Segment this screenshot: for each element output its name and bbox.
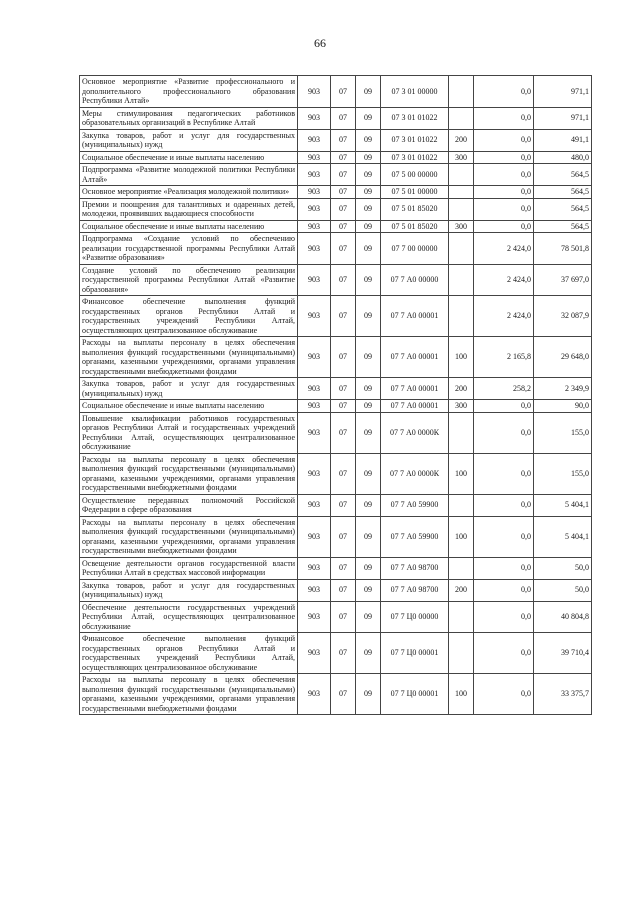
row-section: 07 (331, 233, 356, 265)
row-amount-1: 0,0 (474, 107, 534, 129)
row-target-article: 07 7 А0 00001 (381, 337, 449, 378)
row-name: Основное мероприятие «Развитие профессионального и дополнительного профессионального образования Республики Алтай» (80, 76, 298, 108)
row-amount-1: 258,2 (474, 378, 534, 400)
row-expense-type: 200 (449, 129, 474, 151)
row-target-article: 07 3 01 01022 (381, 151, 449, 164)
row-expense-type: 200 (449, 378, 474, 400)
table-row (80, 296, 592, 337)
row-amount-2: 564,5 (534, 198, 592, 220)
row-amount-2: 491,1 (534, 129, 592, 151)
row-amount-1: 0,0 (474, 164, 534, 186)
row-expense-type (449, 296, 474, 337)
row-expense-type: 300 (449, 151, 474, 164)
row-grbs: 903 (298, 400, 331, 413)
row-amount-2: 37 697,0 (534, 264, 592, 296)
row-target-article: 07 7 А0 0000К (381, 412, 449, 453)
row-section: 07 (331, 453, 356, 494)
row-amount-1: 0,0 (474, 220, 534, 233)
row-name: Подпрограмма «Развитие молодежной политики Республики Алтай» (80, 164, 298, 186)
row-expense-type (449, 198, 474, 220)
row-grbs: 903 (298, 579, 331, 601)
row-target-article: 07 7 А0 00001 (381, 400, 449, 413)
row-section: 07 (331, 129, 356, 151)
row-amount-1: 0,0 (474, 412, 534, 453)
row-subsection: 09 (356, 296, 381, 337)
row-section: 07 (331, 674, 356, 715)
row-expense-type (449, 76, 474, 108)
row-target-article: 07 7 Ц0 00001 (381, 633, 449, 674)
table-row (80, 494, 592, 516)
row-amount-1: 2 424,0 (474, 296, 534, 337)
row-subsection: 09 (356, 516, 381, 557)
row-expense-type (449, 107, 474, 129)
table-row (80, 516, 592, 557)
row-amount-1: 0,0 (474, 601, 534, 633)
table-row (80, 220, 592, 233)
row-subsection: 09 (356, 264, 381, 296)
row-amount-2: 5 404,1 (534, 494, 592, 516)
row-grbs: 903 (298, 601, 331, 633)
row-name: Социальное обеспечение и иные выплаты населению (80, 220, 298, 233)
row-name: Обеспечение деятельности государственных учреждений Республики Алтай, осуществляющих централизованное обслуживание (80, 601, 298, 633)
table-row (80, 337, 592, 378)
row-expense-type: 100 (449, 337, 474, 378)
row-amount-2: 564,5 (534, 220, 592, 233)
row-amount-1: 0,0 (474, 674, 534, 715)
row-subsection: 09 (356, 494, 381, 516)
row-section: 07 (331, 601, 356, 633)
row-amount-2: 5 404,1 (534, 516, 592, 557)
row-target-article: 07 3 01 01022 (381, 107, 449, 129)
row-grbs: 903 (298, 233, 331, 265)
row-name: Освещение деятельности органов государственной власти Республики Алтай в средствах массовой информации (80, 557, 298, 579)
row-section: 07 (331, 400, 356, 413)
row-expense-type (449, 164, 474, 186)
row-amount-2: 50,0 (534, 579, 592, 601)
row-target-article: 07 3 01 00000 (381, 76, 449, 108)
row-grbs: 903 (298, 151, 331, 164)
row-expense-type (449, 233, 474, 265)
row-expense-type (449, 633, 474, 674)
row-expense-type: 100 (449, 453, 474, 494)
row-amount-1: 0,0 (474, 76, 534, 108)
row-section: 07 (331, 107, 356, 129)
row-grbs: 903 (298, 107, 331, 129)
row-target-article: 07 7 А0 98700 (381, 557, 449, 579)
row-subsection: 09 (356, 129, 381, 151)
table-row (80, 400, 592, 413)
row-amount-1: 0,0 (474, 151, 534, 164)
row-amount-2: 155,0 (534, 453, 592, 494)
row-subsection: 09 (356, 453, 381, 494)
row-name: Меры стимулирования педагогических работников образовательных организаций в Республике Алтай (80, 107, 298, 129)
row-amount-2: 155,0 (534, 412, 592, 453)
row-subsection: 09 (356, 557, 381, 579)
row-amount-2: 29 648,0 (534, 337, 592, 378)
row-expense-type (449, 186, 474, 199)
table-row (80, 378, 592, 400)
row-section: 07 (331, 516, 356, 557)
row-grbs: 903 (298, 557, 331, 579)
table-row (80, 151, 592, 164)
row-name: Закупка товаров, работ и услуг для государственных (муниципальных) нужд (80, 579, 298, 601)
row-amount-1: 0,0 (474, 400, 534, 413)
row-name: Финансовое обеспечение выполнения функций государственных органов Республики Алтай и государственных учреждений Республики Алтай, осуществляющих централизованное обслуживание (80, 633, 298, 674)
row-target-article: 07 7 Ц0 00000 (381, 601, 449, 633)
row-amount-2: 39 710,4 (534, 633, 592, 674)
row-amount-1: 0,0 (474, 453, 534, 494)
table-body (80, 76, 592, 715)
row-name: Основное мероприятие «Реализация молодежной политики» (80, 186, 298, 199)
row-section: 07 (331, 164, 356, 186)
row-subsection: 09 (356, 220, 381, 233)
row-grbs: 903 (298, 337, 331, 378)
row-amount-2: 33 375,7 (534, 674, 592, 715)
row-subsection: 09 (356, 107, 381, 129)
row-name: Расходы на выплаты персоналу в целях обеспечения выполнения функций государственными (муниципальными) органами, казенными учреждениями, органами управления государственными внебюджетными фондами (80, 337, 298, 378)
row-section: 07 (331, 412, 356, 453)
row-grbs: 903 (298, 129, 331, 151)
row-name: Расходы на выплаты персоналу в целях обеспечения выполнения функций государственными (муниципальными) органами, казенными учреждениями, органами управления государственными внебюджетными фондами (80, 674, 298, 715)
row-section: 07 (331, 198, 356, 220)
table-row (80, 164, 592, 186)
row-grbs: 903 (298, 76, 331, 108)
table-row (80, 579, 592, 601)
row-amount-2: 971,1 (534, 107, 592, 129)
row-expense-type: 200 (449, 579, 474, 601)
table-row (80, 186, 592, 199)
row-grbs: 903 (298, 264, 331, 296)
row-name: Создание условий по обеспечению реализации государственной программы Республики Алтай «Развитие образования» (80, 264, 298, 296)
row-name: Финансовое обеспечение выполнения функций государственных органов Республики Алтай и государственных учреждений Республики Алтай, осуществляющих централизованное обслуживание (80, 296, 298, 337)
row-grbs: 903 (298, 296, 331, 337)
row-section: 07 (331, 494, 356, 516)
row-subsection: 09 (356, 151, 381, 164)
row-grbs: 903 (298, 220, 331, 233)
row-target-article: 07 7 00 00000 (381, 233, 449, 265)
row-amount-1: 2 424,0 (474, 264, 534, 296)
row-target-article: 07 7 Ц0 00001 (381, 674, 449, 715)
table-row (80, 76, 592, 108)
row-grbs: 903 (298, 412, 331, 453)
row-amount-2: 564,5 (534, 164, 592, 186)
table-row (80, 453, 592, 494)
row-subsection: 09 (356, 164, 381, 186)
row-name: Закупка товаров, работ и услуг для государственных (муниципальных) нужд (80, 378, 298, 400)
table-row (80, 107, 592, 129)
table-row (80, 412, 592, 453)
row-target-article: 07 7 А0 59900 (381, 516, 449, 557)
row-subsection: 09 (356, 579, 381, 601)
table-row (80, 129, 592, 151)
row-amount-1: 0,0 (474, 633, 534, 674)
row-amount-1: 0,0 (474, 516, 534, 557)
row-name: Расходы на выплаты персоналу в целях обеспечения выполнения функций государственными (муниципальными) органами, казенными учреждениями, органами управления государственными внебюджетными фондами (80, 516, 298, 557)
budget-table (79, 75, 592, 715)
row-amount-1: 0,0 (474, 579, 534, 601)
row-target-article: 07 7 А0 59900 (381, 494, 449, 516)
row-amount-2: 564,5 (534, 186, 592, 199)
row-grbs: 903 (298, 674, 331, 715)
table-row (80, 601, 592, 633)
row-section: 07 (331, 579, 356, 601)
row-amount-2: 480,0 (534, 151, 592, 164)
row-subsection: 09 (356, 337, 381, 378)
row-subsection: 09 (356, 378, 381, 400)
row-section: 07 (331, 337, 356, 378)
row-subsection: 09 (356, 186, 381, 199)
row-target-article: 07 7 А0 00001 (381, 296, 449, 337)
row-name: Осуществление переданных полномочий Российской Федерации в сфере образования (80, 494, 298, 516)
row-section: 07 (331, 220, 356, 233)
row-section: 07 (331, 633, 356, 674)
row-subsection: 09 (356, 601, 381, 633)
row-target-article: 07 5 01 85020 (381, 198, 449, 220)
row-target-article: 07 5 01 85020 (381, 220, 449, 233)
row-amount-1: 0,0 (474, 198, 534, 220)
row-name: Премии и поощрения для талантливых и одаренных детей, молодежи, проявивших выдающиеся способности (80, 198, 298, 220)
page-number: 66 (314, 36, 326, 50)
row-subsection: 09 (356, 633, 381, 674)
row-grbs: 903 (298, 516, 331, 557)
row-name: Подпрограмма «Создание условий по обеспечению реализации государственной программы Республики Алтай «Развитие образования» (80, 233, 298, 265)
row-section: 07 (331, 378, 356, 400)
row-amount-1: 0,0 (474, 557, 534, 579)
row-amount-1: 0,0 (474, 494, 534, 516)
row-target-article: 07 5 01 00000 (381, 186, 449, 199)
row-expense-type: 100 (449, 516, 474, 557)
table-row (80, 674, 592, 715)
row-amount-2: 90,0 (534, 400, 592, 413)
row-subsection: 09 (356, 233, 381, 265)
table-row (80, 198, 592, 220)
row-section: 07 (331, 296, 356, 337)
row-target-article: 07 7 А0 98700 (381, 579, 449, 601)
row-grbs: 903 (298, 198, 331, 220)
row-expense-type: 300 (449, 400, 474, 413)
row-amount-1: 0,0 (474, 129, 534, 151)
row-subsection: 09 (356, 198, 381, 220)
row-target-article: 07 3 01 01022 (381, 129, 449, 151)
table-row (80, 633, 592, 674)
row-amount-2: 32 087,9 (534, 296, 592, 337)
row-expense-type (449, 264, 474, 296)
row-amount-2: 50,0 (534, 557, 592, 579)
row-subsection: 09 (356, 76, 381, 108)
row-amount-2: 971,1 (534, 76, 592, 108)
row-section: 07 (331, 76, 356, 108)
row-expense-type: 300 (449, 220, 474, 233)
row-name: Социальное обеспечение и иные выплаты населению (80, 400, 298, 413)
table-row (80, 264, 592, 296)
table-row (80, 233, 592, 265)
row-grbs: 903 (298, 633, 331, 674)
row-section: 07 (331, 186, 356, 199)
row-grbs: 903 (298, 453, 331, 494)
row-target-article: 07 5 00 00000 (381, 164, 449, 186)
row-expense-type: 100 (449, 674, 474, 715)
row-target-article: 07 7 А0 0000К (381, 453, 449, 494)
row-section: 07 (331, 557, 356, 579)
row-amount-2: 2 349,9 (534, 378, 592, 400)
row-amount-2: 40 804,8 (534, 601, 592, 633)
row-amount-1: 2 424,0 (474, 233, 534, 265)
row-amount-2: 78 501,8 (534, 233, 592, 265)
row-name: Расходы на выплаты персоналу в целях обеспечения выполнения функций государственными (муниципальными) органами, казенными учреждениями, органами управления государственными внебюджетными фондами (80, 453, 298, 494)
row-expense-type (449, 601, 474, 633)
row-subsection: 09 (356, 400, 381, 413)
row-name: Повышение квалификации работников государственных органов Республики Алтай и государственных учреждений Республики Алтай, осуществляющих централизованное обслуживание (80, 412, 298, 453)
row-grbs: 903 (298, 378, 331, 400)
row-amount-1: 0,0 (474, 186, 534, 199)
row-expense-type (449, 412, 474, 453)
row-expense-type (449, 557, 474, 579)
row-target-article: 07 7 А0 00001 (381, 378, 449, 400)
row-subsection: 09 (356, 674, 381, 715)
row-name: Социальное обеспечение и иные выплаты населению (80, 151, 298, 164)
row-grbs: 903 (298, 186, 331, 199)
row-amount-1: 2 165,8 (474, 337, 534, 378)
row-grbs: 903 (298, 494, 331, 516)
row-section: 07 (331, 151, 356, 164)
row-target-article: 07 7 А0 00000 (381, 264, 449, 296)
row-subsection: 09 (356, 412, 381, 453)
row-section: 07 (331, 264, 356, 296)
row-name: Закупка товаров, работ и услуг для государственных (муниципальных) нужд (80, 129, 298, 151)
row-expense-type (449, 494, 474, 516)
row-grbs: 903 (298, 164, 331, 186)
table-row (80, 557, 592, 579)
